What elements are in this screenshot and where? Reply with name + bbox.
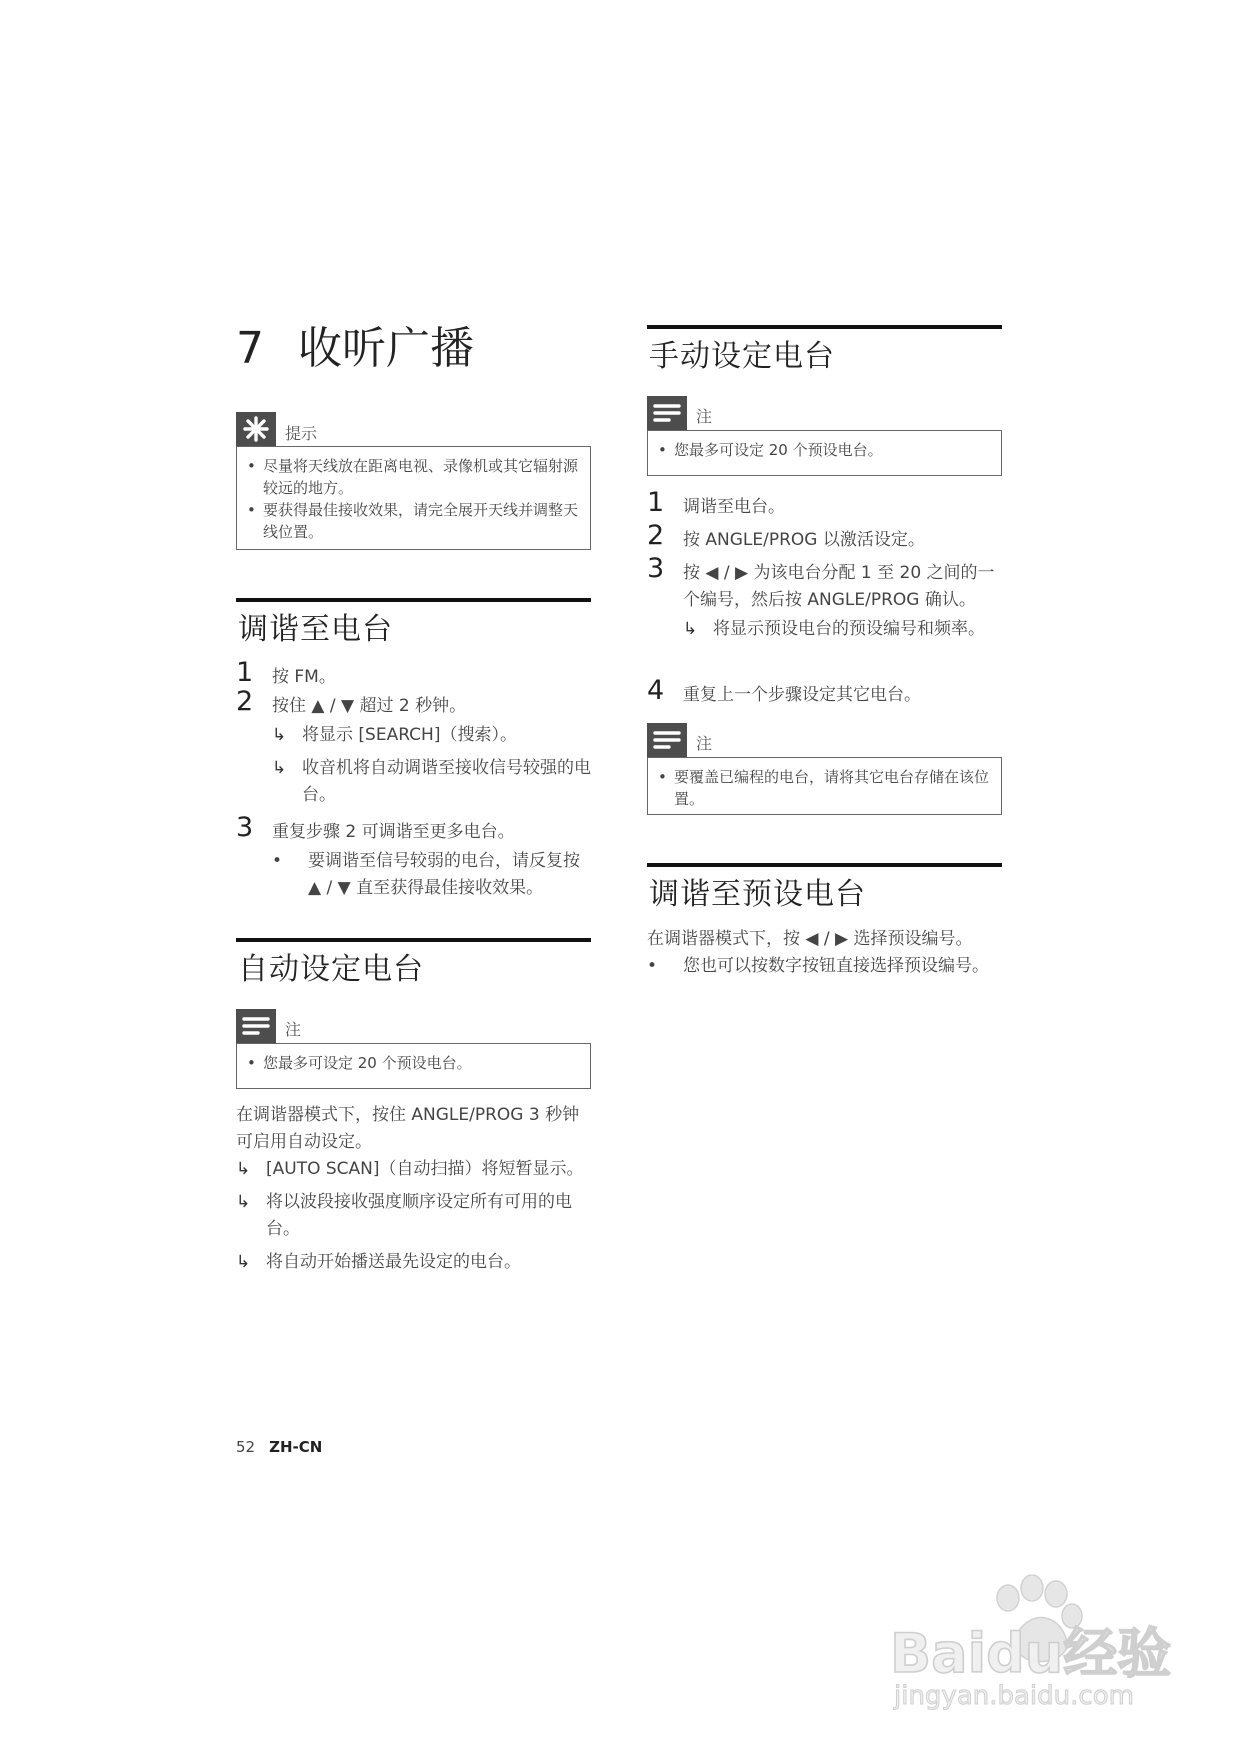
note-label: 注 [696, 407, 713, 426]
note-icon-box [647, 723, 687, 757]
result-arrow-icon: ↳ [272, 725, 287, 745]
note-box [236, 1043, 591, 1089]
note-box [647, 430, 1002, 476]
preset-bullet [647, 953, 1007, 980]
section-rule [647, 863, 1002, 867]
result-arrow-icon: ↳ [272, 758, 287, 778]
manual-step-1 [647, 487, 1007, 521]
tip-item: • 尽量将天线放在距离电视、录像机或其它辐射源较远的地方。 [247, 455, 580, 499]
page-number: 52 [236, 1438, 256, 1456]
result-line: ↳ 将显示预设电台的预设编号和频率。 [683, 616, 1007, 643]
note-label: 注 [285, 1020, 302, 1039]
manual-step-4 [647, 675, 1007, 709]
chapter-title-text: 收听广播 [298, 323, 474, 374]
step-number: 2 [236, 686, 254, 717]
watermark-brand: Baidu经验 [890, 1622, 1172, 1685]
tip-icon-box [236, 412, 276, 446]
note-label: 注 [696, 734, 713, 753]
note-box [647, 757, 1002, 815]
result-line: ↳ 将显示 [SEARCH]（搜索）。 [272, 722, 596, 749]
step-text: 按 ANGLE/PROG 以激活设定。 [683, 530, 925, 550]
note-item: • 您最多可设定 20 个预设电台。 [658, 439, 991, 461]
section-rule [236, 598, 591, 602]
result-arrow-icon: ↳ [236, 1252, 251, 1272]
step-text: 按 FM。 [272, 667, 336, 687]
step-number: 1 [647, 487, 665, 518]
tip-box [236, 446, 591, 550]
result-line: ↳ 将以波段接收强度顺序设定所有可用的电台。 [236, 1189, 596, 1243]
step-number: 1 [236, 657, 254, 688]
section-rule [236, 938, 591, 942]
result-line: ↳ [AUTO SCAN]（自动扫描）将短暂显示。 [236, 1156, 596, 1183]
manual-step-2 [647, 520, 1007, 554]
bullet-line: • 您也可以按数字按钮直接选择预设编号。 [647, 956, 989, 976]
watermark-url: jingyan.baidu.com [894, 1681, 1134, 1710]
step-text: 重复步骤 2 可调谐至更多电台。 [272, 822, 515, 842]
note-icon [647, 723, 687, 757]
step-number: 2 [647, 520, 665, 551]
tip-icon [236, 412, 276, 446]
page-footer [236, 1438, 322, 1456]
step-text: 按 ◀ / ▶ 为该电台分配 1 至 20 之间的一个编号，然后按 ANGLE/PROG 确认。 [683, 563, 995, 610]
section-title-tune: 调谐至电台 [238, 612, 393, 647]
result-line: ↳ 收音机将自动调谐至接收信号较强的电台。 [272, 755, 596, 809]
bullet-line: • 要调谐至信号较弱的电台，请反复按 ▲ / ▼ 直至获得最佳接收效果。 [272, 851, 580, 898]
step-text: 调谐至电台。 [683, 497, 785, 517]
chapter-number: 7 [236, 323, 264, 374]
step-number: 3 [647, 553, 665, 584]
step-text: 重复上一个步骤设定其它电台。 [683, 685, 921, 705]
auto-intro: 在调谐器模式下，按住 ANGLE/PROG 3 秒钟可启用自动设定。 [236, 1105, 580, 1152]
section-title-manual: 手动设定电台 [649, 339, 835, 374]
tune-step-2 [236, 686, 596, 809]
language-code: ZH-CN [269, 1438, 323, 1456]
note-icon-box [236, 1009, 276, 1043]
manual-step-3 [647, 553, 1007, 643]
note-icon [647, 396, 687, 430]
result-arrow-icon: ↳ [683, 619, 698, 639]
result-line: ↳ 将自动开始播送最先设定的电台。 [236, 1249, 596, 1276]
result-arrow-icon: ↳ [236, 1192, 251, 1212]
step-text: 按住 ▲ / ▼ 超过 2 秒钟。 [272, 696, 467, 716]
tip-item: • 要获得最佳接收效果，请完全展开天线并调整天线位置。 [247, 499, 580, 543]
result-arrow-icon: ↳ [236, 1159, 251, 1179]
step-number: 4 [647, 675, 665, 706]
note-item: • 您最多可设定 20 个预设电台。 [247, 1052, 580, 1074]
section-title-preset: 调谐至预设电台 [649, 877, 866, 912]
section-rule [647, 325, 1002, 329]
step-number: 3 [236, 812, 254, 843]
tip-label: 提示 [285, 424, 318, 443]
note-item: • 要覆盖已编程的电台，请将其它电台存储在该位置。 [658, 766, 991, 810]
tune-step-1 [236, 657, 596, 691]
section-title-auto: 自动设定电台 [238, 952, 424, 987]
auto-results [236, 1156, 596, 1276]
tune-step-3 [236, 812, 596, 902]
chapter-title [236, 312, 474, 376]
baidu-watermark [880, 1570, 1200, 1710]
note-icon-box [647, 396, 687, 430]
preset-intro: 在调谐器模式下，按 ◀ / ▶ 选择预设编号。 [647, 929, 973, 949]
note-icon [236, 1009, 276, 1043]
